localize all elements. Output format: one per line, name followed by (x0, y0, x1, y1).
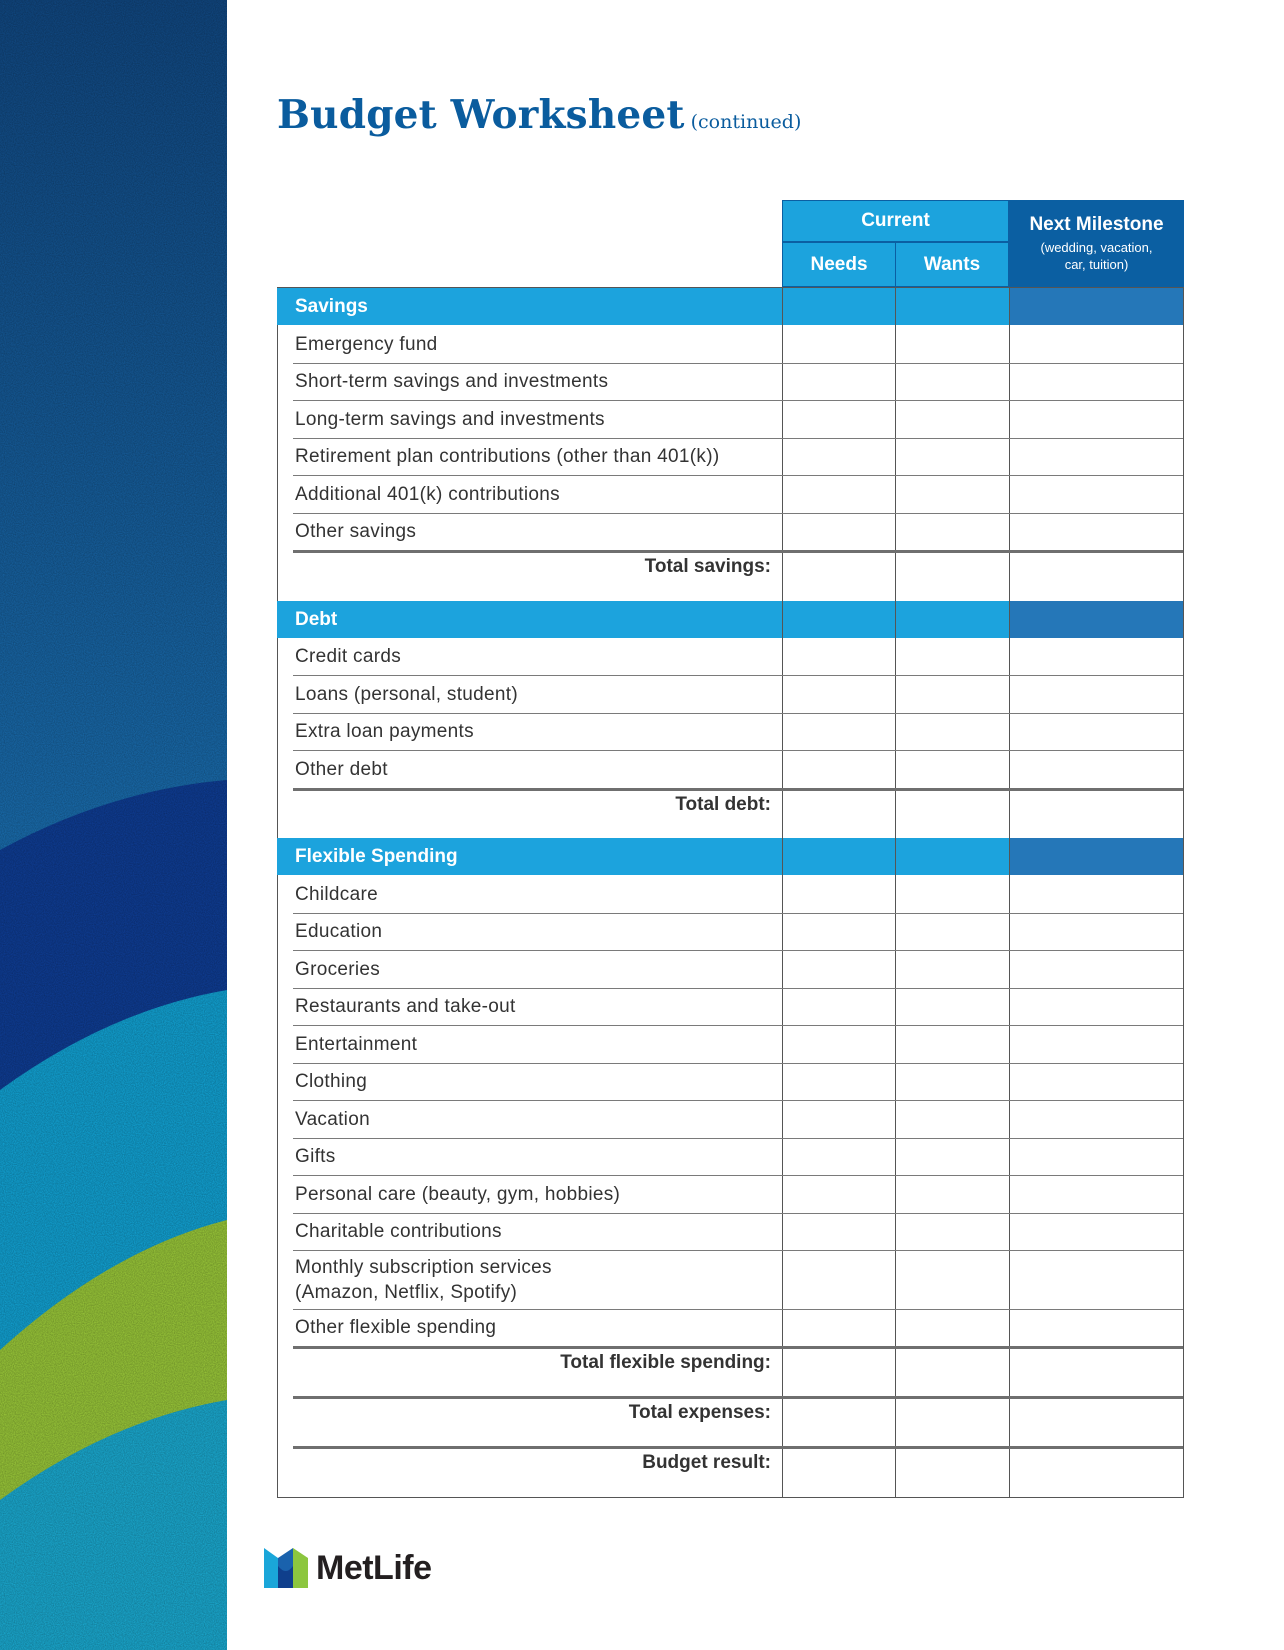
total-debt-label: Total debt: (675, 794, 771, 815)
row-loans: Loans (personal, student) (295, 684, 518, 705)
row-clothing: Clothing (295, 1071, 368, 1092)
row-vacation: Vacation (295, 1109, 370, 1130)
row-additional-401k: Additional 401(k) contributions (295, 484, 560, 505)
title-main: Budget Worksheet (277, 92, 685, 138)
row-emergency-fund: Emergency fund (295, 334, 438, 355)
milestone-column-entries[interactable] (1011, 325, 1183, 1497)
savings-section-title: Savings (295, 296, 368, 317)
needs-column-entries[interactable] (784, 325, 894, 1497)
row-subscriptions: Monthly subscription services (295, 1257, 552, 1278)
row-entertainment: Entertainment (295, 1034, 418, 1055)
wants-column-entries[interactable] (897, 325, 1008, 1497)
header-milestone-note-1: (wedding, vacation, (1040, 240, 1153, 255)
header-milestone-label: Next Milestone (1029, 214, 1164, 235)
metlife-logo (264, 1548, 432, 1588)
row-personal-care: Personal care (beauty, gym, hobbies) (295, 1184, 621, 1205)
budget-result-label: Budget result: (642, 1452, 771, 1473)
total-flexible-label: Total flexible spending: (560, 1352, 771, 1373)
column-divider-label (782, 287, 783, 1498)
row-restaurants: Restaurants and take-out (295, 996, 516, 1017)
row-subscriptions-examples: (Amazon, Netflix, Spotify) (295, 1282, 518, 1303)
metlife-logo-icon (264, 1548, 308, 1588)
row-groceries: Groceries (295, 959, 381, 980)
title-subtitle: (continued) (690, 111, 802, 133)
row-childcare: Childcare (295, 884, 378, 905)
flexible-section-title: Flexible Spending (295, 846, 458, 867)
debt-section-title: Debt (295, 609, 338, 630)
metlife-wordmark: MetLife (316, 1548, 432, 1587)
row-long-term-savings: Long-term savings and investments (295, 409, 605, 430)
column-divider-wants (1009, 287, 1010, 1498)
total-savings-label: Total savings: (644, 556, 771, 577)
savings-band (277, 288, 1183, 325)
row-credit-cards: Credit cards (295, 646, 402, 667)
header-needs-label: Needs (810, 253, 868, 275)
column-divider-needs (895, 287, 896, 1498)
header-milestone-note-2: car, tuition) (1064, 257, 1129, 272)
header-current (782, 200, 1009, 242)
header-needs (782, 242, 896, 287)
row-other-savings: Other savings (295, 521, 417, 542)
row-education: Education (295, 921, 383, 942)
row-other-flexible: Other flexible spending (295, 1317, 497, 1338)
row-gifts: Gifts (295, 1146, 336, 1167)
row-retirement-contributions: Retirement plan contributions (other than 401(k)) (295, 446, 720, 467)
row-other-debt: Other debt (295, 759, 388, 780)
header-next-milestone (1009, 200, 1184, 287)
row-extra-loan-payments: Extra loan payments (295, 721, 474, 742)
total-expenses-label: Total expenses: (628, 1402, 771, 1423)
header-wants-label: Wants (923, 253, 981, 275)
row-short-term-savings: Short-term savings and investments (295, 371, 609, 392)
header-current-label: Current (861, 210, 930, 231)
row-charitable: Charitable contributions (295, 1221, 502, 1242)
header-wants (895, 242, 1009, 287)
